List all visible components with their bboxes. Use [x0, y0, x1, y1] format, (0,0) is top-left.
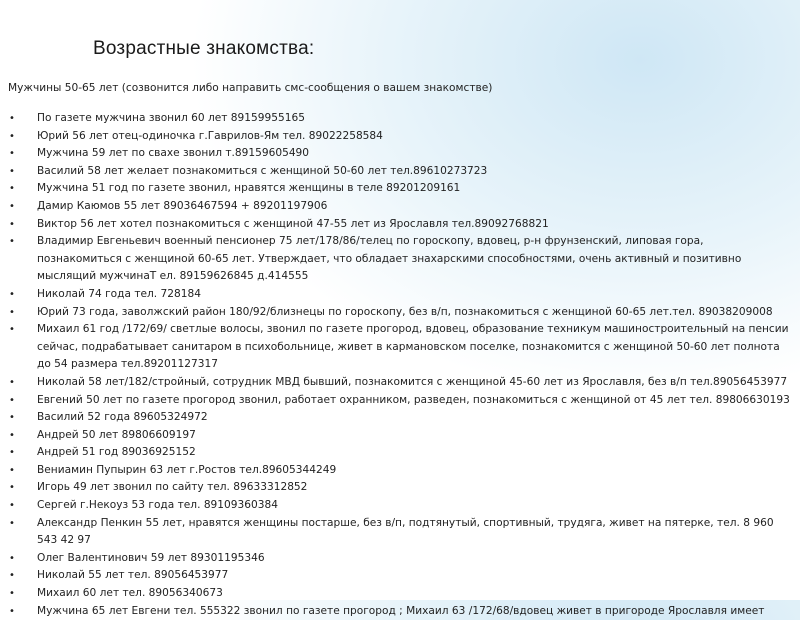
list-item: • Василий 52 года 89605324972 — [0, 409, 790, 427]
list-item: • Михаил 61 год /172/69/ светлые волосы, звонил по газете прогород, вдовец, образование техникум машиностроительный на пенсии сейчас, подрабатывает санитаром в психобольнице, живет в кармановском поселке, познакомится с женщиной 50-60 лет полнота до 54 размера тел.89201127317 — [0, 321, 790, 374]
list-item: • Андрей 50 лет 89806609197 — [0, 427, 790, 445]
list-item: • Виктор 56 лет хотел познакомиться с женщиной 47-55 лет из Ярославля тел.89092768821 — [0, 216, 790, 234]
list-item: • Николай 58 лет/182/стройный, сотрудник МВД бывший, познакомится с женщиной 45-60 лет из Ярославля, без в/п тел.89056453977 — [0, 374, 790, 392]
list-item: • Мужчина 65 лет Евгени тел. 555322 звонил по газете прогород ; Михаил 63 /172/68/вдовец живет в пригороде Ярославля имеет — [0, 603, 790, 620]
list-item: • Дамир Каюмов 55 лет 89036467594 + 89201197906 — [0, 198, 790, 216]
list-item: • Владимир Евгеньевич военный пенсионер 75 лет/178/86/телец по гороскопу, вдовец, р-н фрунзенский, липовая гора, познакомиться с женщиной 60-65 лет. Утверждает, что обладает знахарскими способностями, очень активный и позитивно мыслящий мужчинаТ ел. 89159626845 д.414555 — [0, 233, 790, 286]
page-title: Возрастные знакомства: — [93, 38, 315, 59]
list-item: • Николай 74 года тел. 728184 — [0, 286, 790, 304]
list-item: • Мужчина 51 год по газете звонил, нравятся женщины в теле 89201209161 — [0, 180, 790, 198]
list-item: • Олег Валентинович 59 лет 89301195346 — [0, 550, 790, 568]
list-item: • Юрий 73 года, заволжский район 180/92/близнецы по гороскопу, без в/п, познакомиться с женщиной 60-65 лет.тел. 89038209008 — [0, 304, 790, 322]
list-item: • По газете мужчина звонил 60 лет 89159955165 — [0, 110, 790, 128]
list-item: • Мужчина 59 лет по свахе звонил т.89159605490 — [0, 145, 790, 163]
list-item: • Василий 58 лет желает познакомиться с женщиной 50-60 лет тел.89610273723 — [0, 163, 790, 181]
list-item: • Игорь 49 лет звонил по сайту тел. 89633312852 — [0, 479, 790, 497]
list-item: • Юрий 56 лет отец-одиночка г.Гаврилов-Ям тел. 89022258584 — [0, 128, 790, 146]
list-item: • Николай 55 лет тел. 89056453977 — [0, 567, 790, 585]
subtitle: Мужчины 50-65 лет (созвонится либо направить смс-сообщения о вашем знакомстве) — [8, 82, 493, 94]
list-item: • Александр Пенкин 55 лет, нравятся женщины постарше, без в/п, подтянутый, спортивный, трудяга, живет на пятерке, тел. 8 960 543 42 97 — [0, 515, 790, 550]
list-item: • Михаил 60 лет тел. 89056340673 — [0, 585, 790, 603]
list-item: • Евгений 50 лет по газете прогород звонил, работает охранником, разведен, познакомиться с женщиной от 45 лет тел. 89806630193 — [0, 392, 790, 410]
list-item: • Андрей 51 год 89036925152 — [0, 444, 790, 462]
entries-list — [0, 110, 790, 620]
list-item: • Вениамин Пупырин 63 лет г.Ростов тел.89605344249 — [0, 462, 790, 480]
list-item: • Сергей г.Некоуз 53 года тел. 89109360384 — [0, 497, 790, 515]
